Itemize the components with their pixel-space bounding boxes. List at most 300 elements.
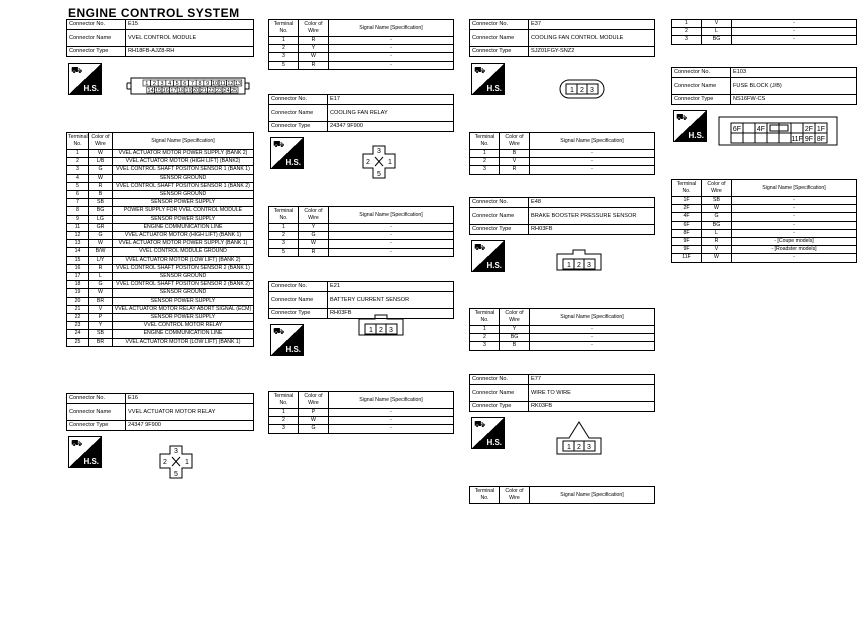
e103-info-table: Connector No. E103 Connector Name FUSE BLOCK (J/B) Connector Type NS16FW-CS	[671, 67, 857, 105]
signal-name: -	[732, 213, 857, 221]
wire-color: R	[702, 238, 732, 246]
terminal-no: 25	[67, 338, 89, 346]
terminal-no: 19	[67, 289, 89, 297]
terminal-row	[67, 338, 254, 346]
terminal-no: 6F	[672, 221, 702, 229]
wire-color: L	[702, 28, 732, 36]
svg-text:1: 1	[570, 87, 574, 94]
svg-text:1: 1	[567, 444, 571, 451]
terminal-row	[67, 215, 254, 223]
wire-color: P	[299, 409, 329, 417]
terminal-row	[269, 53, 454, 61]
signal-name: -	[530, 326, 655, 334]
terminal-no: 9F	[672, 238, 702, 246]
terminal-no: 23	[67, 322, 89, 330]
terminal-row	[269, 37, 454, 45]
terminal-row	[672, 197, 857, 205]
terminal-row	[67, 322, 254, 330]
signal-name: -	[329, 248, 454, 256]
wire-color: BG	[89, 207, 113, 215]
terminal-row	[470, 158, 655, 166]
terminal-row	[672, 28, 857, 36]
signal-name: -	[329, 61, 454, 69]
signal-name: -	[329, 240, 454, 248]
terminal-no: 11	[67, 223, 89, 231]
terminal-row	[672, 213, 857, 221]
terminal-row	[470, 342, 655, 350]
signal-name: SENSOR GROUND	[113, 273, 254, 281]
wire-color: W	[299, 53, 329, 61]
terminal-no: 5	[269, 248, 299, 256]
e103-terminal-table: Terminal No. Color of Wire Signal Name [Specification] 1F SB - 2F W - 4F G - 6F BG - 8F L - 9F R - [Coupe models] 9F V - [Roadster models] 11F W -	[671, 179, 857, 263]
pin-label: 13	[234, 81, 242, 87]
wire-color: B	[500, 342, 530, 350]
pin-label: 24	[223, 88, 230, 94]
continued-terminal-table-2	[671, 19, 857, 45]
svg-text:2: 2	[366, 159, 370, 166]
terminal-no: 1	[269, 37, 299, 45]
terminal-no: 2	[269, 45, 299, 53]
terminal-no: 6	[67, 191, 89, 199]
terminal-no: 3	[470, 166, 500, 174]
hs-badge: ⛟ H.S.	[471, 417, 505, 449]
svg-text:3: 3	[590, 87, 594, 94]
signal-name: -	[329, 425, 454, 433]
signal-name: -	[329, 417, 454, 425]
e15-terminal-table: Terminal No. Color of Wire Signal Name [Specification] 1 W VVEL ACTUATOR MOTOR POWER SUPPLY (BANK 2) 2 L/B VVEL ACTUATOR MOTOR (HIGH LIFT) (BANK2) 3 G VVEL CONTROL SHAFT POSITON SENSOR 1 (BANK 1) 4 W SENSOR GROUND 5 R VVEL CONTROL SHAFT POSITON SENSOR 1 (BANK 2) 6 B SENSOR GROUND 7 SB SENSOR POWER SUPPLY 8 BG POWER SUPPLY FOR VVEL CONTROL MODULE 9 LG SENSOR POWER SUPPLY 11 GR ENGINE COMMUNICATION LINE 12 G VVEL ACTUATOR MOTOR (HIGH LIFT) (BANK 1) 13 W VVEL ACTUATOR MOTOR POWER SUPPLY (BANK 1) 14 B/W VVEL CONTROL MODULE GROUND 15 L/Y VVEL ACTUATOR MOTOR (LOW LIFT) (BANK 2) 16 R VVEL CONTROL SHAFT POSITON SENSOR 2 (BANK 1) 17 L SENSOR GROUND 18 G VVEL CONTROL SHAFT POSITON SENSOR 2 (BANK 2) 19 W SENSOR GROUND 20 BR SENSOR POWER SUPPLY 21 V VVEL ACTUATOR MOTOR RELAY ABORT SIGNAL (ECM) 22 P SENSOR POWER SUPPLY 23 Y VVEL CONTROL MOTOR RELAY 24 SB ENGINE COMMUNICATION LINE 25 BR VVEL ACTUATOR MOTOR (LOW LIFT) (BANK 1)	[66, 132, 254, 347]
wire-color: Y	[299, 45, 329, 53]
e21-info-table: Connector No. E21 Connector Name BATTERY CURRENT SENSOR Connector Type RH03FB	[268, 281, 454, 319]
e48-connector-face	[555, 248, 603, 272]
signal-name: VVEL ACTUATOR MOTOR RELAY ABORT SIGNAL (ECM)	[113, 305, 254, 313]
terminal-no: 3	[269, 53, 299, 61]
svg-text:3: 3	[389, 327, 393, 334]
terminal-row	[269, 61, 454, 69]
e48-info-table: Connector No. E48 Connector Name BRAKE BOOSTER PRESSURE SENSOR Connector Type RH03FB	[469, 197, 655, 235]
hs-badge: ⛟ H.S.	[673, 110, 707, 142]
wire-color: G	[702, 213, 732, 221]
harness-connector-icon: ⛟	[71, 65, 83, 75]
wire-color: R	[89, 182, 113, 190]
signal-name: - [Roadster models]	[732, 246, 857, 254]
wire-color: GR	[89, 223, 113, 231]
signal-name: -	[530, 334, 655, 342]
signal-name: VVEL CONTROL SHAFT POSITON SENSOR 2 (BANK 1)	[113, 264, 254, 272]
terminal-row	[67, 281, 254, 289]
signal-name: -	[329, 37, 454, 45]
terminal-no: 8F	[672, 229, 702, 237]
terminal-row	[672, 36, 857, 44]
signal-name: -	[329, 409, 454, 417]
signal-name: -	[329, 45, 454, 53]
terminal-no: 1	[67, 150, 89, 158]
wire-color: R	[89, 264, 113, 272]
svg-text:1: 1	[185, 459, 189, 466]
wire-color: V	[702, 246, 732, 254]
signal-name: -	[530, 150, 655, 158]
terminal-no: 1	[470, 150, 500, 158]
terminal-no: 7	[67, 199, 89, 207]
e15-info-table: Connector No. E15 Connector Name VVEL CONTROL MODULE Connector Type RH18FB-AJZ8-RH	[66, 19, 254, 57]
terminal-no: 5	[269, 61, 299, 69]
terminal-row	[67, 232, 254, 240]
signal-name: -	[732, 205, 857, 213]
wire-color: V	[702, 20, 732, 28]
signal-name: - [Coupe models]	[732, 238, 857, 246]
hs-badge: ⛟ H.S.	[270, 324, 304, 356]
e77-terminal-table: Terminal No. Color of Wire Signal Name [Specification]	[469, 486, 655, 504]
pin-label: 17	[170, 88, 177, 94]
wire-color: SB	[702, 197, 732, 205]
terminal-no: 2	[67, 158, 89, 166]
signal-name: SENSOR POWER SUPPLY	[113, 215, 254, 223]
signal-name: ENGINE COMMUNICATION LINE	[113, 330, 254, 338]
wire-color: L/Y	[89, 256, 113, 264]
terminal-row	[269, 417, 454, 425]
terminal-row	[67, 248, 254, 256]
pin-label: 1	[145, 81, 149, 87]
pin-label: 11	[219, 81, 226, 87]
terminal-no: 11F	[672, 254, 702, 262]
terminal-row	[67, 207, 254, 215]
terminal-no: 22	[67, 314, 89, 322]
terminal-no: 2	[672, 28, 702, 36]
signal-name: SENSOR GROUND	[113, 191, 254, 199]
terminal-no: 3	[67, 166, 89, 174]
pin-label: 2	[152, 81, 156, 87]
signal-name: SENSOR POWER SUPPLY	[113, 314, 254, 322]
e17-connector-face	[359, 145, 399, 179]
terminal-no: 15	[67, 256, 89, 264]
harness-connector-icon: ⛟	[474, 419, 486, 429]
wire-color: BR	[89, 297, 113, 305]
terminal-row	[470, 150, 655, 158]
harness-connector-icon: ⛟	[71, 438, 83, 448]
svg-text:1: 1	[567, 262, 571, 269]
terminal-row	[672, 254, 857, 262]
e37-terminal-table: Terminal No. Color of Wire Signal Name [Specification] 1 B - 2 V - 3 R -	[469, 132, 655, 175]
terminal-no: 1F	[672, 197, 702, 205]
terminal-row	[67, 174, 254, 182]
terminal-no: 17	[67, 273, 89, 281]
terminal-row	[67, 273, 254, 281]
svg-text:11F: 11F	[791, 136, 803, 143]
terminal-row	[67, 158, 254, 166]
terminal-row	[67, 256, 254, 264]
svg-text:5: 5	[377, 171, 381, 178]
svg-text:6F: 6F	[732, 126, 742, 133]
wire-color: BG	[702, 221, 732, 229]
signal-name: -	[732, 221, 857, 229]
harness-connector-icon: ⛟	[273, 139, 285, 149]
terminal-no: 1	[269, 409, 299, 417]
svg-text:2: 2	[577, 444, 581, 451]
terminal-row	[269, 248, 454, 256]
signal-name: VVEL CONTROL SHAFT POSITON SENSOR 1 (BANK 1)	[113, 166, 254, 174]
e103-connector-face	[717, 115, 839, 147]
terminal-no: 9	[67, 215, 89, 223]
terminal-no: 2	[269, 417, 299, 425]
svg-text:3: 3	[377, 148, 381, 155]
terminal-no: 13	[67, 240, 89, 248]
terminal-row	[67, 223, 254, 231]
signal-name: -	[732, 28, 857, 36]
pin-label: 4	[168, 81, 172, 87]
terminal-no: 16	[67, 264, 89, 272]
signal-name: SENSOR GROUND	[113, 174, 254, 182]
signal-name: -	[732, 254, 857, 262]
terminal-row	[67, 330, 254, 338]
wire-color: B/W	[89, 248, 113, 256]
e16-info-table: Connector No. E16 Connector Name VVEL ACTUATOR MOTOR RELAY Connector Type 24347 9F900	[66, 393, 254, 431]
wire-color: BR	[89, 338, 113, 346]
svg-text:1F: 1F	[816, 126, 826, 133]
svg-text:1: 1	[369, 327, 373, 334]
harness-connector-icon: ⛟	[273, 326, 285, 336]
wire-color: R	[500, 166, 530, 174]
svg-text:2: 2	[577, 262, 581, 269]
terminal-row	[470, 326, 655, 334]
wire-color: R	[299, 37, 329, 45]
svg-text:2: 2	[163, 459, 167, 466]
page-title: ENGINE CONTROL SYSTEM	[68, 6, 240, 20]
pin-label: 19	[185, 88, 192, 94]
wire-color: SB	[89, 330, 113, 338]
wire-color: Y	[500, 326, 530, 334]
terminal-no: 2	[269, 232, 299, 240]
svg-text:2: 2	[580, 87, 584, 94]
wire-color: R	[299, 248, 329, 256]
signal-name: VVEL CONTROL SHAFT POSITON SENSOR 2 (BANK 2)	[113, 281, 254, 289]
terminal-no: 1	[269, 224, 299, 232]
wire-color: L	[89, 273, 113, 281]
svg-text:2F: 2F	[804, 126, 814, 133]
terminal-no: 14	[67, 248, 89, 256]
signal-name: SENSOR GROUND	[113, 289, 254, 297]
wire-color: B	[500, 150, 530, 158]
wire-color: V	[89, 305, 113, 313]
terminal-row	[672, 20, 857, 28]
terminal-no: 1	[672, 20, 702, 28]
terminal-no: 2	[470, 158, 500, 166]
signal-name: VVEL ACTUATOR MOTOR (LOW LIFT) (BANK 2)	[113, 256, 254, 264]
terminal-no: 4	[67, 174, 89, 182]
pin-label: 8	[198, 81, 202, 87]
terminal-row	[672, 229, 857, 237]
signal-name: VVEL ACTUATOR MOTOR (HIGH LIFT) (BANK2)	[113, 158, 254, 166]
wire-color: W	[702, 254, 732, 262]
wire-color: W	[299, 417, 329, 425]
svg-text:4F: 4F	[756, 126, 766, 133]
hs-badge: ⛟ H.S.	[68, 436, 102, 468]
signal-name: ENGINE COMMUNICATION LINE	[113, 223, 254, 231]
signal-name: VVEL ACTUATOR MOTOR POWER SUPPLY (BANK 1)	[113, 240, 254, 248]
pin-label: 18	[177, 88, 185, 94]
terminal-row	[67, 305, 254, 313]
terminal-row	[269, 425, 454, 433]
terminal-no: 3	[672, 36, 702, 44]
terminal-row	[672, 246, 857, 254]
wire-color: W	[89, 174, 113, 182]
terminal-no: 18	[67, 281, 89, 289]
signal-name: VVEL ACTUATOR MOTOR (HIGH LIFT) (BANK 1)	[113, 232, 254, 240]
pin-label: 3	[160, 81, 164, 87]
signal-name: -	[329, 232, 454, 240]
svg-text:3: 3	[587, 262, 591, 269]
signal-name: SENSOR POWER SUPPLY	[113, 297, 254, 305]
pin-label: 25	[231, 88, 238, 94]
signal-name: -	[329, 53, 454, 61]
signal-name: -	[732, 229, 857, 237]
wire-color: R	[299, 61, 329, 69]
wire-color: Y	[299, 224, 329, 232]
pin-label: 5	[175, 81, 179, 87]
wire-color: L/B	[89, 158, 113, 166]
continued-terminal-table: Terminal No. Color of Wire Signal Name [Specification] 1 R - 2 Y - 3 W - 5 R -	[268, 19, 454, 70]
terminal-no: 24	[67, 330, 89, 338]
terminal-row	[67, 264, 254, 272]
signal-name: VVEL CONTROL MODULE GROUND	[113, 248, 254, 256]
e17-terminal-table: Terminal No. Color of Wire Signal Name [Specification] 1 Y - 2 G - 3 W - 5 R -	[268, 206, 454, 257]
svg-text:3: 3	[174, 448, 178, 455]
wire-color: W	[89, 150, 113, 158]
terminal-row	[269, 240, 454, 248]
pin-label: 16	[162, 88, 169, 94]
terminal-row	[67, 150, 254, 158]
wire-color: G	[299, 232, 329, 240]
terminal-no: 21	[67, 305, 89, 313]
pin-label: 15	[155, 88, 162, 94]
hs-badge: ⛟ H.S.	[471, 63, 505, 95]
terminal-no: 2F	[672, 205, 702, 213]
terminal-row	[269, 45, 454, 53]
pin-label: 21	[200, 88, 207, 94]
terminal-row	[672, 238, 857, 246]
hs-badge: ⛟ H.S.	[270, 137, 304, 169]
wire-color: G	[299, 425, 329, 433]
wire-color: BG	[702, 36, 732, 44]
terminal-row	[269, 232, 454, 240]
signal-name: -	[530, 166, 655, 174]
terminal-no: 12	[67, 232, 89, 240]
signal-name: -	[329, 224, 454, 232]
signal-name: -	[732, 197, 857, 205]
e15-connector-face	[125, 74, 251, 98]
svg-text:3: 3	[587, 444, 591, 451]
terminal-row	[67, 314, 254, 322]
terminal-row	[269, 224, 454, 232]
wire-color: Y	[89, 322, 113, 330]
terminal-row	[672, 221, 857, 229]
wire-color: B	[89, 191, 113, 199]
terminal-no: 3	[269, 425, 299, 433]
wire-color: G	[89, 232, 113, 240]
terminal-no: 4F	[672, 213, 702, 221]
pin-label: 6	[183, 81, 187, 87]
signal-name: -	[732, 36, 857, 44]
terminal-no: 3	[470, 342, 500, 350]
harness-connector-icon: ⛟	[474, 242, 486, 252]
terminal-row	[470, 166, 655, 174]
pin-label: 7	[190, 81, 194, 87]
pin-label: 23	[215, 88, 223, 94]
wire-color: V	[500, 158, 530, 166]
harness-connector-icon: ⛟	[474, 65, 486, 75]
terminal-no: 1	[470, 326, 500, 334]
terminal-no: 8	[67, 207, 89, 215]
harness-connector-icon: ⛟	[676, 112, 688, 122]
wire-color: W	[299, 240, 329, 248]
wire-color: G	[89, 281, 113, 289]
signal-name: SENSOR POWER SUPPLY	[113, 199, 254, 207]
signal-name: VVEL ACTUATOR MOTOR POWER SUPPLY (BANK 2)	[113, 150, 254, 158]
wire-color: SB	[89, 199, 113, 207]
e17-info-table: Connector No. E17 Connector Name COOLING FAN RELAY Connector Type 24347 9F900	[268, 94, 454, 132]
wire-color: P	[89, 314, 113, 322]
wire-color: G	[89, 166, 113, 174]
terminal-no: 2	[470, 334, 500, 342]
e37-connector-face	[558, 78, 606, 100]
pin-label: 9	[206, 81, 210, 87]
terminal-row	[67, 297, 254, 305]
svg-text:5: 5	[174, 471, 178, 478]
terminal-row	[67, 199, 254, 207]
e21-terminal-table: Terminal No. Color of Wire Signal Name [Specification] 1 P - 2 W - 3 G -	[268, 391, 454, 434]
terminal-row	[67, 240, 254, 248]
terminal-row	[672, 205, 857, 213]
e77-connector-face	[555, 420, 603, 456]
signal-name: POWER SUPPLY FOR VVEL CONTROL MODULE	[113, 207, 254, 215]
terminal-no: 3	[269, 240, 299, 248]
wire-color: LG	[89, 215, 113, 223]
e16-connector-face	[156, 445, 196, 479]
terminal-row	[470, 334, 655, 342]
svg-text:9F: 9F	[804, 136, 814, 143]
terminal-row	[67, 289, 254, 297]
pin-label: 20	[193, 88, 200, 94]
terminal-row	[269, 409, 454, 417]
pin-label: 12	[227, 81, 234, 87]
svg-text:1: 1	[388, 159, 392, 166]
signal-name: VVEL CONTROL SHAFT POSITON SENSOR 1 (BANK 2)	[113, 182, 254, 190]
wire-color: BG	[500, 334, 530, 342]
hs-badge: ⛟ H.S.	[471, 240, 505, 272]
terminal-row	[67, 166, 254, 174]
terminal-row	[67, 182, 254, 190]
hs-badge: ⛟ H.S.	[68, 63, 102, 95]
signal-name: -	[530, 342, 655, 350]
signal-name: VVEL ACTUATOR MOTOR (LOW LIFT) (BANK 1)	[113, 338, 254, 346]
terminal-no: 20	[67, 297, 89, 305]
signal-name: VVEL CONTROL MOTOR RELAY	[113, 322, 254, 330]
wire-color: W	[89, 289, 113, 297]
signal-name: -	[732, 20, 857, 28]
svg-text:8F: 8F	[816, 136, 826, 143]
wire-color: W	[89, 240, 113, 248]
e48-terminal-table: Terminal No. Color of Wire Signal Name [Specification] 1 Y - 2 BG - 3 B -	[469, 308, 655, 351]
pin-label: 14	[147, 88, 154, 94]
wire-color: W	[702, 205, 732, 213]
e21-connector-face	[357, 313, 405, 337]
terminal-no: 5	[67, 182, 89, 190]
e37-info-table: Connector No. E37 Connector Name COOLING FAN CONTROL MODULE Connector Type SJZ01FGY-SNZ2	[469, 19, 655, 57]
svg-text:2: 2	[379, 327, 383, 334]
signal-name: -	[530, 158, 655, 166]
pin-label: 10	[212, 81, 219, 87]
wire-color: L	[702, 229, 732, 237]
terminal-no: 9F	[672, 246, 702, 254]
pin-label: 22	[208, 88, 215, 94]
